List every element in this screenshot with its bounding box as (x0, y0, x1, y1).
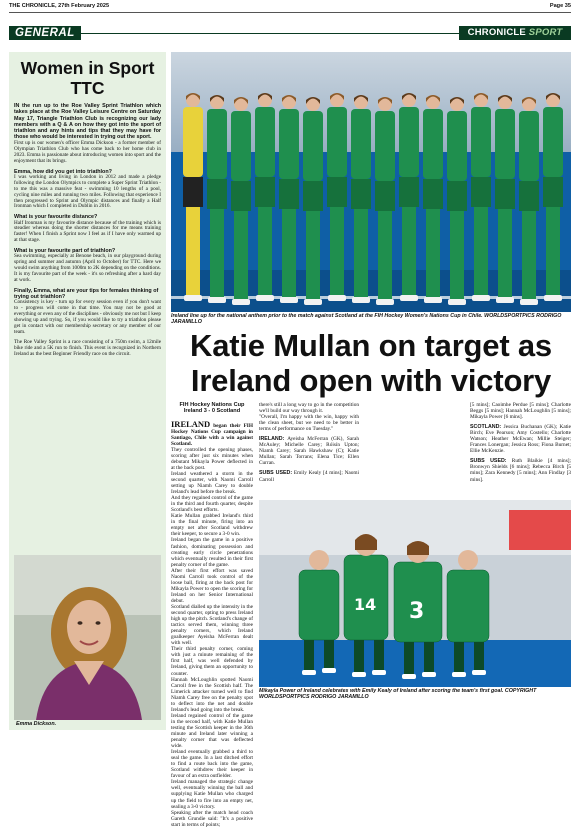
scotland-label: SCOTLAND: (470, 424, 502, 431)
sidebar-answer: Consistency is key - turn up for every session even if you don't want to - progress will come in that time. You may not be good at everything or even any of the disciplines - obviously me not but I keep showing up and trying. So, if you would like to try a triathlon please get in contact with our membership secretary or any member of our team. (14, 299, 161, 336)
sport-masthead (459, 26, 571, 40)
section-tag: GENERAL (9, 26, 81, 40)
player-figure (207, 95, 227, 303)
player-figure (375, 97, 395, 305)
player-figure (351, 95, 371, 303)
player-figure (471, 93, 491, 301)
player-figure (423, 95, 443, 303)
player-figure (495, 95, 515, 303)
player-figure (231, 97, 251, 305)
sidebar-answer: Sea swimming, especially at Benone beach, in our playground during spring and summer and autumn (April to October) for TTC. Here we would swim anything from 1000m to 2K depending on the conditions. It is my favourite part of the week - it's so refreshing after a hard day at work. (14, 253, 161, 284)
article-paragraph: Katie Mullan grabbed Ireland's third in the final minute, firing into an empty net after Scotland withdrew their keeper, to secure a 3-0 win. (171, 513, 253, 538)
sidebar-answer: I was working and living in London in 2012 and made a pledge following the London Olympics to complete a Super Sprint Triathlon - to me this was a massive feat - swimming 10 lengths of a pool, cycling nine miles and running two miles. Following that experience I then progressed to Sprint and Olympic distances and finally a Half Ironman which I completed in Dublin in 2016. (14, 173, 161, 210)
ireland-subs: Emily Kealy [4 mins]; Naomi Carroll (259, 470, 359, 483)
player-figure (279, 95, 299, 303)
scotland-players: Jessica Buchanan (GK); Katie Birch; Eve Pearson; Amy Costello; Charlotte Watson; Heather McEwan; Millie Steiger; Frances Lonergan; Jessica Ross; Fiona Burnet; Ellie McKenzie. (470, 424, 572, 455)
ireland-lineup-photo (171, 52, 571, 312)
sidebar-question: What is your favourite part of triathlon? (14, 248, 116, 255)
player-figure (183, 93, 203, 301)
scotland-subs-text (470, 458, 571, 482)
women-in-sport-sidebar (9, 52, 166, 730)
player-figure (255, 93, 275, 301)
sidebar-title: Women in Sport TTC (20, 58, 155, 98)
player-figure (303, 97, 323, 305)
ireland-label: IRELAND: (259, 436, 285, 443)
article-paragraph: Ireland eventually grabbed a third to seal the game. In a last ditched effort to find a route back into the game, Scotland withdrew their keeper in favour of an extra outfielder. (171, 749, 253, 780)
masthead-sport: SPORT (528, 27, 563, 38)
article-column-4 (470, 402, 571, 483)
sidebar-question: Finally, Emma, what are your tips for females thinking of trying out triathlon? (14, 288, 159, 301)
sidebar-answer: Half Ironman is my favourite distance because of the training which is steadier whereas doing the shorter distances for me means training faster! When I finish a Sprint now I feel as if I have only warmed up at that stage. (14, 219, 161, 244)
player-figure (327, 93, 347, 301)
ireland-subs-text (259, 470, 359, 482)
article-paragraph: Speaking after the match head coach Gareth Grundie said: "It's a positive start in terms of points; (171, 809, 253, 828)
article-paragraph: "Overall, I'm happy with the win, happy with the clean sheet, but we need to be better in terms of performance on Tuesday." (259, 414, 359, 433)
masthead-chronicle: CHRONICLE (467, 27, 526, 38)
article-headline: Katie Mullan on target as Ireland open with victory (190, 328, 552, 398)
subs-label: SUBS USED: (470, 458, 507, 465)
article-lead (171, 418, 253, 447)
article-paragraph: Hannah McLoughlin spotted Naomi Carroll free in the Scottish half. The Limerick attacker turned well to find Niamh Carey free on the penalty spot to deflect into the net and double Ireland's lead going into the break. (171, 676, 253, 713)
player-figure (399, 93, 419, 301)
article-paragraph: Ireland weathered a storm in the second quarter, with Naomi Carroll setting up Niamh Carey to double Ireland's lead before the break. (171, 470, 253, 496)
section-bar (9, 26, 571, 42)
lead-text: began their FIH Hockey Nations Cup campaign in Santiago, Chile with a win against Scotland. (171, 422, 253, 447)
svg-text:3: 3 (409, 599, 425, 624)
player-figure (519, 97, 539, 305)
ireland-subs-continued: [5 mins]; Caoimhe Perdue [5 mins]; Charlotte Beggs [5 mins]; Hannah McLoughlin [5 mins]; Mikayla Power [6 mins]. (470, 402, 571, 421)
page-header (9, 3, 571, 13)
scotland-lineup-text (470, 424, 571, 454)
scotland-subs: Ruth Blaikie [4 mins]; Bronwyn Shields [6 mins]; Rebecca Birch [5 mins]; Zara Kennedy [5 mins]; Ann Findlay [3 mins]. (470, 458, 571, 483)
article-paragraph: Ireland managed the strategic change well, eventually winning the ball and supplying Katie Mullan who charged up the field to fire into an empty net, sealing a 3-0 victory. (171, 779, 253, 810)
subs-label: SUBS USED: (259, 470, 293, 477)
lead-dropword: IRELAND (171, 418, 211, 429)
article-paragraph: Ireland regained control of the game in the second half, with Katie Mullan testing the Scottish keeper in the 36th minute and Ireland later winning a penalty corner that was deflected wide. (171, 712, 253, 750)
kicker-competition: FIH Hockey Nations Cup (179, 402, 245, 408)
newspaper-date: THE CHRONICLE, 27th February 2025 (9, 3, 110, 9)
sidebar-answer: The Roe Valley Sprint is a race consisting of a 750m swim, a 12mile bike ride and a 5K run to finish. This event is recognized in Northern Ireland as the best Beginner Friendly race on the circuit. (14, 339, 161, 357)
article-paragraph: there's still a long way to go in the competition we'll build our way through it. (259, 402, 359, 415)
article-paragraph: They controlled the opening phases, scoring after just six minutes when debutant Mikayla Power deflected in at the back post. (171, 446, 253, 471)
article-paragraph: After their first effort was saved Naomi Carroll took control of the loose ball, firing at the back post for Mikayla Power to open the scoring for Ireland on her Senior International debut. (171, 567, 253, 604)
kicker-score: Ireland 3 - 0 Scotland (183, 408, 241, 415)
ireland-lineup-text (259, 436, 359, 466)
article-paragraph: And they regained control of the game in the third and fourth quarter, despite Scotland's best efforts. (171, 495, 253, 514)
lineup-photo-caption: Ireland line up for the national anthem prior to the match against Scotland at the FIH Hockey Women's Nations Cup in Chile. WORLDSPORTPICS RODRIGO JARAMILLO (171, 313, 562, 326)
sidebar-photo-caption: Emma Dickson. (16, 721, 57, 727)
article-column-1 (171, 402, 253, 828)
player-figure (447, 97, 467, 305)
celebration-photo-caption: Mikayla Power of Ireland celebrates with Emily Kealy of Ireland after scoring the team's first goal. COPYRIGHT WORLDSPORTPICS RODRIGO JARAMILLO (259, 688, 537, 701)
article-paragraph: Scotland dialled up the intensity in the second quarter, opting to press Ireland high up the pitch. Scotland's change of tactics served them, winning three penalty corners, which Ireland goalkeeper Ayeisha McFerran dealt with well. (171, 604, 254, 647)
sidebar-question: Emma, how did you get into triathlon? (14, 168, 112, 175)
player-figure (543, 93, 563, 301)
article-column-2 (259, 402, 359, 483)
sidebar-question: What is your favourite distance? (14, 214, 98, 221)
svg-text:14: 14 (354, 595, 377, 614)
match-kicker (171, 402, 253, 415)
header-rule (9, 12, 571, 13)
page-number: Page 35 (549, 3, 571, 9)
section-divider (81, 33, 459, 34)
emma-dickson-photo (14, 555, 161, 720)
ireland-players: Ayeisha McFerran (GK), Sarah McAuley; Michelle Carey; Róisín Upton; Niamh Carey; Sarah Hawkshaw (C); Katie Mullan; Sarah Torrans; Elena Tice; Ellen Curran. (259, 436, 359, 467)
article-paragraph: Ireland began the game in a positive fashion, dominating possession and creating early circle penetrations which eventually resulted in their first penalty corner of the game. (171, 537, 253, 568)
sidebar-lead: IN the run up to the Roe Valley Sprint Triathlon which takes place at the Roe Valley Leisure Centre on Saturday May 17, Triangle Triathlon Club is recognizing our lady members with a Q & A on how they got into the sport of triathlon and any hints and tips that they may have for those who would be interested in trying out the sport. (14, 103, 161, 141)
sidebar-intro: First up is our women's officer Emma Dickson - a former member of Olympian Triathlon Club who has come back to her home club in 2023. Emma is passionate about introducing women into sport and the enjoyment that its brings. (14, 139, 161, 164)
article-paragraph: Their third penalty corner, coming with just a minute remaining of the first half, was well defended by Ireland, giving them an opportunity to counter. (171, 646, 253, 677)
celebration-photo (259, 500, 571, 687)
